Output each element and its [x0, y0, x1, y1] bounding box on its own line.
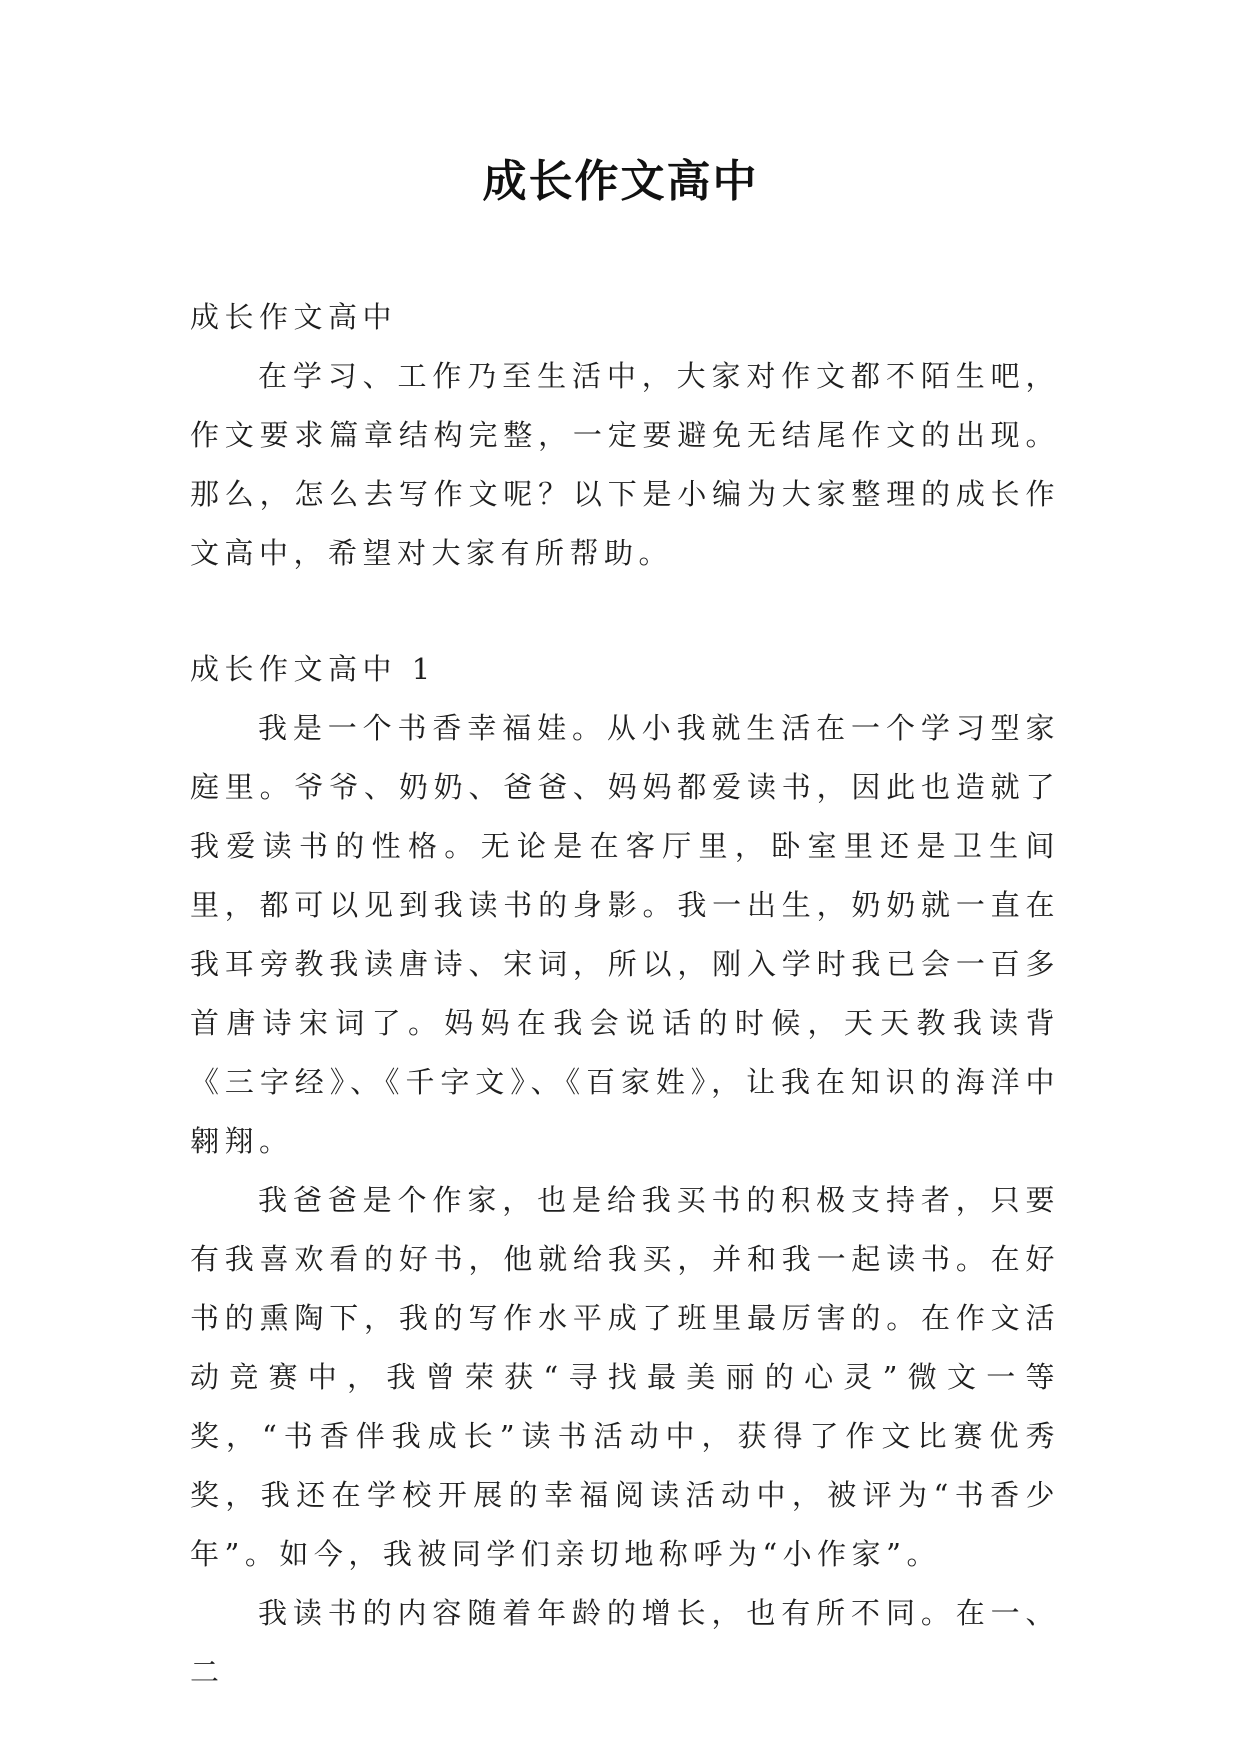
essay-1-paragraph: 我是一个书香幸福娃。从小我就生活在一个学习型家庭里。爷爷、奶奶、爸爸、妈妈都爱读书，因此也造就了我爱读书的性格。无论是在客厅里，卧室里还是卫生间里，都可以见到我读书的身影。我一出生，奶奶就一直在我耳旁教我读唐诗、宋词，所以，刚入学时我已会一百多首唐诗宋词了。妈妈在我会说话的时候，天天教我读背《三字经》、《千字文》、《百家姓》，让我在知识的海洋中翱翔。: [190, 711, 1060, 1158]
intro-heading: 成长作文高中: [190, 300, 398, 334]
essay-1-paragraph: 我读书的内容随着年龄的增长，也有所不同。在一、二: [190, 1596, 1060, 1689]
intro-paragraph: 在学习、工作乃至生活中，大家对作文都不陌生吧，作文要求篇章结构完整，一定要避免无结尾作文的出现。那么，怎么去写作文呢？以下是小编为大家整理的成长作文高中，希望对大家有所帮助。: [190, 359, 1060, 570]
essay-1-heading: 成长作文高中 1: [190, 652, 436, 686]
intro-section: [190, 288, 1060, 583]
essay-1-section: [190, 640, 1060, 1702]
essay-1-paragraph: 我爸爸是个作家，也是给我买书的积极支持者，只要有我喜欢看的好书，他就给我买，并和我一起读书。在好书的熏陶下，我的写作水平成了班里最厉害的。在作文活动竞赛中，我曾荣获“寻找最美丽的心灵”微文一等奖，“书香伴我成长”读书活动中，获得了作文比赛优秀奖，我还在学校开展的幸福阅读活动中，被评为“书香少年”。如今，我被同学们亲切地称呼为“小作家”。: [190, 1183, 1060, 1571]
document-title: 成长作文高中: [482, 156, 759, 207]
